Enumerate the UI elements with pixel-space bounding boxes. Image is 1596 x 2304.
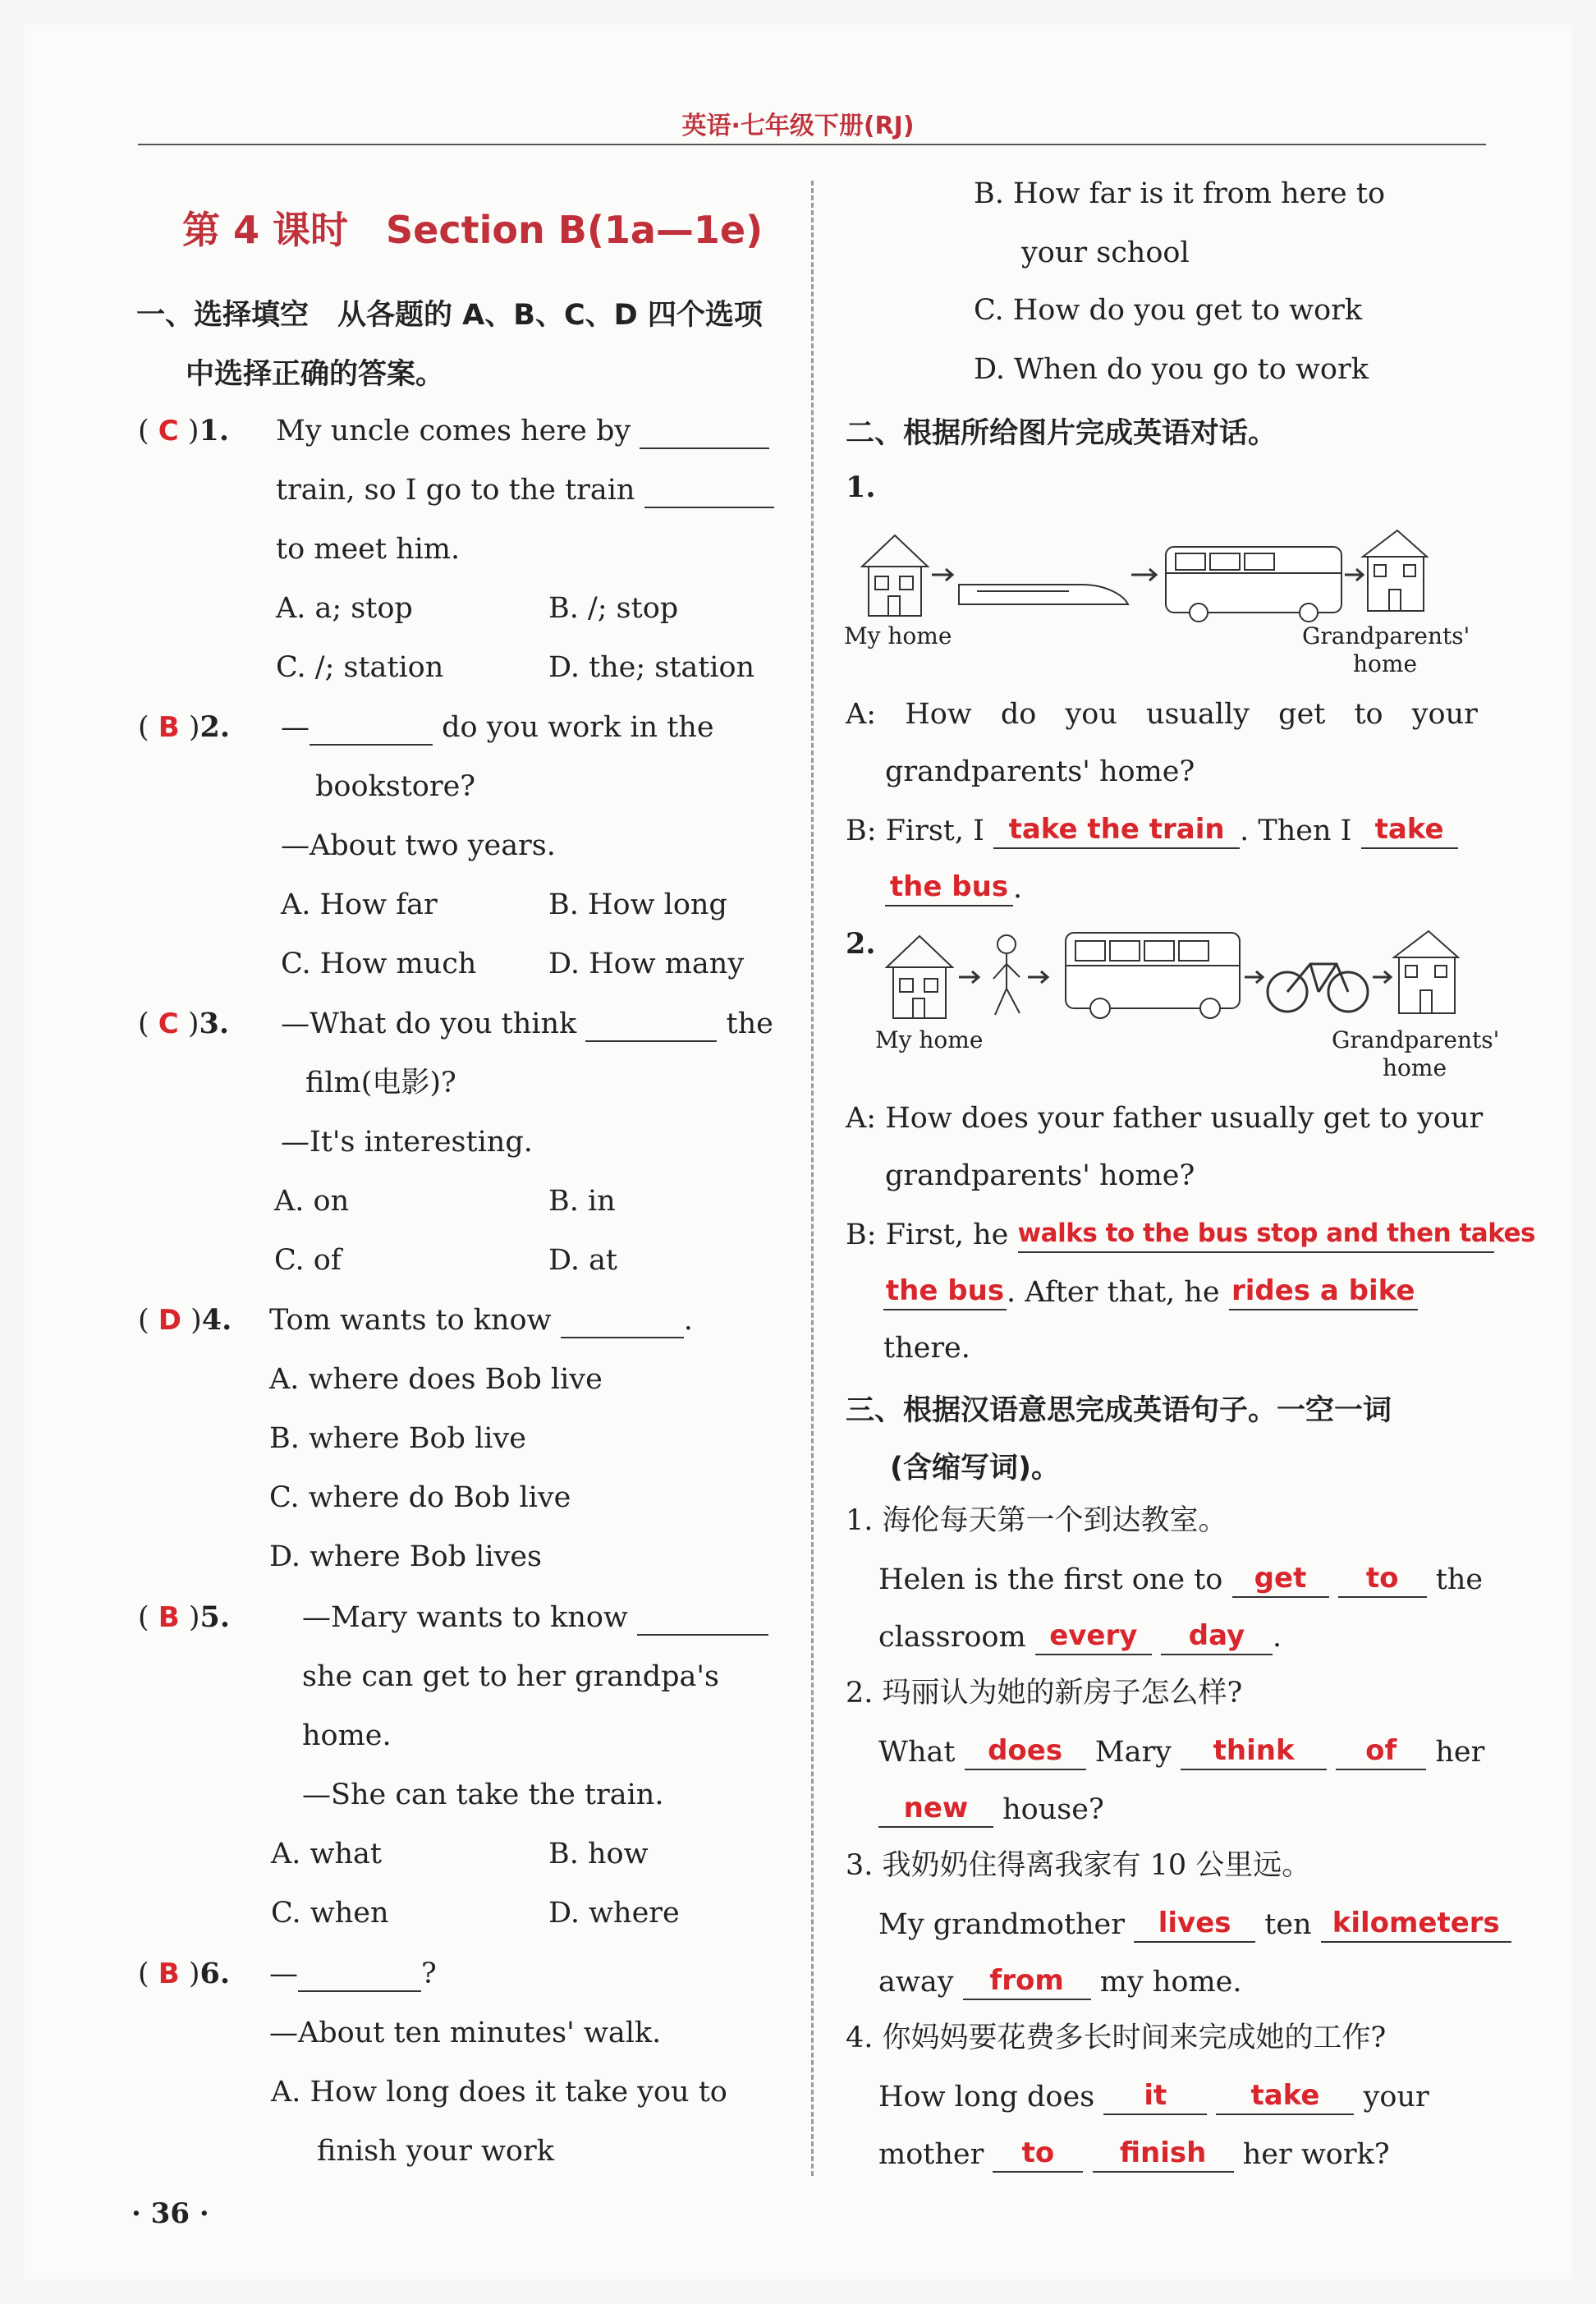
- q5-option-b: B. how: [548, 1838, 649, 1870]
- d2-fill-2: the bus: [883, 1273, 1007, 1310]
- s2-fill-2: think: [1181, 1733, 1327, 1770]
- q2-number: 2.: [200, 710, 231, 744]
- q3-bracket: ( C )3.: [138, 1007, 230, 1040]
- s3-text3: away: [878, 1966, 954, 1999]
- q5-answer: B: [158, 1601, 180, 1634]
- q5-line4: —She can take the train.: [302, 1778, 664, 1811]
- d1-b-period: .: [1013, 872, 1023, 905]
- d1-b-text1: B: First, I: [846, 815, 984, 847]
- q6-line1: [269, 1956, 437, 1992]
- q1-blank-1: [640, 415, 769, 449]
- s2-chinese: 2. 玛丽认为她的新房子怎么样?: [846, 1677, 1243, 1710]
- q4-bracket: ( D )4.: [138, 1303, 232, 1337]
- d2-a-line2: grandparents' home?: [885, 1159, 1195, 1192]
- q5-option-a: A. what: [271, 1838, 382, 1870]
- q3-number: 3.: [199, 1007, 230, 1040]
- q3-option-a: A. on: [274, 1185, 350, 1218]
- q6-bracket: ( B )6.: [138, 1957, 231, 1990]
- q5-bracket: ( B )5.: [138, 1600, 231, 1634]
- grandparents-house-icon: [1394, 931, 1458, 1013]
- q6-line2: —About ten minutes' walk.: [269, 2017, 662, 2049]
- bus-icon: [1166, 547, 1341, 622]
- s2-fill-3: of: [1336, 1733, 1426, 1770]
- d2-my-home-label: My home: [875, 1026, 984, 1053]
- q6-dash: —: [269, 1957, 298, 1990]
- s1-fill-3: every: [1035, 1618, 1152, 1655]
- q1-text2: train, so I go to the train: [276, 474, 635, 507]
- q2-option-d: D. How many: [548, 948, 745, 980]
- lesson-title: 第 4 课时 Section B(1a—1e): [182, 208, 764, 252]
- train-icon: [959, 585, 1128, 604]
- bicycle-icon: [1268, 964, 1368, 1012]
- s4-text3: mother: [878, 2138, 984, 2171]
- q3-text: —What do you think: [281, 1007, 577, 1040]
- q2-option-a: A. How far: [281, 888, 438, 921]
- q6-option-c: C. How do you get to work: [974, 294, 1363, 327]
- column-divider: [811, 181, 814, 2176]
- q1-blank-2: [644, 474, 774, 508]
- q6-option-a-line1: A. How long does it take you to: [271, 2076, 727, 2109]
- q3-line1: [281, 1006, 773, 1042]
- route-picture-2: [883, 921, 1491, 1028]
- part3-heading-line1: 三、根据汉语意思完成英语句子。一空一词: [846, 1394, 1392, 1427]
- s2-text4: house?: [1002, 1793, 1104, 1826]
- q4-option-c: C. where do Bob live: [269, 1481, 571, 1514]
- q1-option-a: A. a; stop: [276, 592, 413, 625]
- s1-period: .: [1272, 1621, 1282, 1654]
- s1-line2: [878, 1618, 1282, 1655]
- d2-grandparents-label: Grandparents': [1332, 1026, 1500, 1053]
- q5-option-d: D. where: [548, 1897, 680, 1930]
- s1-line1: [878, 1560, 1483, 1598]
- q3-option-c: C. of: [274, 1244, 342, 1277]
- s2-text2: Mary: [1094, 1736, 1172, 1769]
- q2-bracket: ( B )2.: [138, 710, 231, 744]
- q2-option-c: C. How much: [281, 948, 477, 980]
- s4-text4: her work?: [1242, 2138, 1390, 2171]
- s1-fill-2: to: [1338, 1560, 1427, 1598]
- page-number: · 36 ·: [131, 2197, 209, 2230]
- grandparents-house-icon: [1363, 530, 1427, 611]
- q4-number: 4.: [201, 1303, 232, 1337]
- s1-fill-1: get: [1232, 1560, 1329, 1598]
- d1-number: 1.: [846, 470, 876, 504]
- d1-b-line1: [846, 811, 1458, 849]
- d1-b-line2: [885, 869, 1022, 906]
- q3-blank: [585, 1007, 717, 1042]
- q2-blank: [310, 711, 433, 746]
- d2-fill-3: rides a bike: [1229, 1273, 1418, 1310]
- d1-grandparents-label: Grandparents': [1302, 622, 1470, 649]
- header-rule: [138, 144, 1486, 145]
- q1-line1: [276, 413, 769, 449]
- d2-b-line3: there.: [883, 1332, 970, 1365]
- q6-qmark: ?: [421, 1957, 437, 1990]
- d1-fill-2: take: [1361, 811, 1458, 849]
- d2-b-text2: . After that, he: [1007, 1276, 1220, 1309]
- s4-fill-1: it: [1103, 2077, 1207, 2115]
- q6-number: 6.: [200, 1957, 231, 1990]
- q2-line2: bookstore?: [315, 770, 476, 803]
- s4-text1: How long does: [878, 2081, 1095, 2114]
- route-picture-1: [854, 517, 1429, 624]
- q5-blank: [637, 1601, 768, 1636]
- walking-man-icon: [993, 935, 1020, 1015]
- s3-text1: My grandmother: [878, 1908, 1125, 1941]
- s3-text2: ten: [1264, 1908, 1312, 1941]
- s1-text2: the: [1435, 1563, 1484, 1596]
- q4-option-d: D. where Bob lives: [269, 1540, 543, 1573]
- q2-line3: —About two years.: [281, 829, 556, 862]
- part3-heading-line2: (含缩写词)。: [890, 1452, 1060, 1485]
- s3-text4: my home.: [1099, 1966, 1242, 1999]
- q4-option-b: B. where Bob live: [269, 1422, 526, 1455]
- house-icon: [862, 535, 928, 616]
- s3-line2: [878, 1962, 1241, 2000]
- q6-option-b-line2: your school: [1021, 236, 1190, 269]
- q5-number: 5.: [200, 1600, 231, 1634]
- d2-b-text1: B: First, he: [846, 1219, 1009, 1251]
- q6-option-b-line1: B. How far is it from here to: [974, 177, 1386, 210]
- s2-line2: [878, 1790, 1104, 1828]
- s3-fill-2: kilometers: [1321, 1905, 1511, 1943]
- q2-dash: —: [281, 711, 310, 744]
- s2-fill-1: does: [965, 1733, 1086, 1770]
- q1-bracket: ( C )1.: [138, 414, 230, 447]
- q4-period: .: [683, 1304, 693, 1337]
- q5-line1: [302, 1599, 768, 1636]
- q3-text-end: the: [726, 1007, 773, 1040]
- q6-answer: B: [158, 1957, 180, 1990]
- s1-fill-4: day: [1161, 1618, 1273, 1655]
- q2-answer: B: [158, 711, 180, 744]
- q1-answer: C: [158, 415, 179, 447]
- d1-b-text2: . Then I: [1240, 815, 1352, 847]
- s3-fill-1: lives: [1134, 1905, 1255, 1943]
- s1-text3: classroom: [878, 1621, 1026, 1654]
- q4-line1: [269, 1302, 693, 1338]
- q4-option-a: A. where does Bob live: [269, 1363, 603, 1396]
- s4-fill-4: finish: [1093, 2135, 1234, 2173]
- s2-text3: her: [1435, 1736, 1485, 1769]
- s4-fill-2: take: [1216, 2077, 1354, 2115]
- q4-answer: D: [158, 1304, 182, 1337]
- d2-home-label: home: [1383, 1054, 1447, 1081]
- d1-a-line1: A: How do you usually get to your: [846, 698, 1478, 731]
- house-icon: [887, 936, 952, 1018]
- q5-line2: she can get to her grandpa's: [302, 1660, 719, 1693]
- s3-chinese: 3. 我奶奶住得离我家有 10 公里远。: [846, 1849, 1311, 1882]
- q3-option-d: D. at: [548, 1244, 617, 1277]
- s1-text1: Helen is the first one to: [878, 1563, 1223, 1596]
- q3-line2: film(电影)?: [305, 1067, 456, 1099]
- q4-blank: [561, 1304, 684, 1338]
- s4-fill-3: to: [993, 2135, 1083, 2173]
- q6-blank: [298, 1957, 421, 1992]
- s4-line2: [878, 2135, 1390, 2173]
- part2-heading: 二、根据所给图片完成英语对话。: [846, 417, 1277, 450]
- d2-b-line2: [883, 1273, 1418, 1310]
- d2-number: 2.: [846, 927, 876, 961]
- q3-answer: C: [158, 1007, 179, 1040]
- q2-option-b: B. How long: [548, 888, 727, 921]
- s2-fill-4: new: [878, 1790, 993, 1828]
- q2-text: do you work in the: [442, 711, 714, 744]
- q1-option-d: D. the; station: [548, 651, 755, 684]
- q2-line1: [281, 709, 714, 746]
- q4-text: Tom wants to know: [269, 1304, 552, 1337]
- part1-heading-line1: 一、选择填空 从各题的 A、B、C、D 四个选项: [136, 299, 763, 332]
- q1-line2: [276, 472, 774, 508]
- q1-text: My uncle comes here by: [276, 415, 631, 447]
- s3-fill-3: from: [963, 1962, 1091, 2000]
- d2-fill-1: walks to the bus stop and then takes: [1018, 1215, 1494, 1253]
- q3-option-b: B. in: [548, 1185, 616, 1218]
- q1-line3: to meet him.: [276, 533, 461, 566]
- part1-heading-line2: 中选择正确的答案。: [186, 358, 445, 391]
- q5-line3: home.: [302, 1719, 392, 1752]
- s3-line1: [878, 1905, 1511, 1943]
- s2-text1: What: [878, 1736, 956, 1769]
- d2-b-line1: [846, 1215, 1535, 1253]
- bus-icon: [1066, 933, 1240, 1018]
- q6-option-d: D. When do you go to work: [974, 353, 1369, 386]
- d1-fill-1: take the train: [993, 811, 1240, 849]
- s2-line1: [878, 1733, 1484, 1770]
- q1-option-b: B. /; stop: [548, 592, 679, 625]
- page-header: 英语·七年级下册(RJ): [681, 112, 915, 140]
- s4-chinese: 4. 你妈妈要花费多长时间来完成她的工作?: [846, 2022, 1387, 2054]
- q3-line3: —It's interesting.: [281, 1126, 533, 1159]
- q6-option-a-line2: finish your work: [317, 2135, 554, 2168]
- q1-option-c: C. /; station: [276, 651, 444, 684]
- s1-chinese: 1. 海伦每天第一个到达教室。: [846, 1504, 1227, 1537]
- d1-home-label: home: [1353, 650, 1418, 677]
- q1-number: 1.: [199, 414, 230, 447]
- q5-option-c: C. when: [271, 1897, 389, 1930]
- d1-fill-3: the bus: [885, 869, 1013, 906]
- d1-my-home-label: My home: [844, 622, 952, 649]
- q5-text: —Mary wants to know: [302, 1601, 628, 1634]
- s4-text2: your: [1363, 2081, 1429, 2114]
- d1-a-line2: grandparents' home?: [885, 755, 1195, 788]
- s4-line1: [878, 2077, 1429, 2115]
- d2-a-line1: A: How does your father usually get to your: [846, 1102, 1484, 1135]
